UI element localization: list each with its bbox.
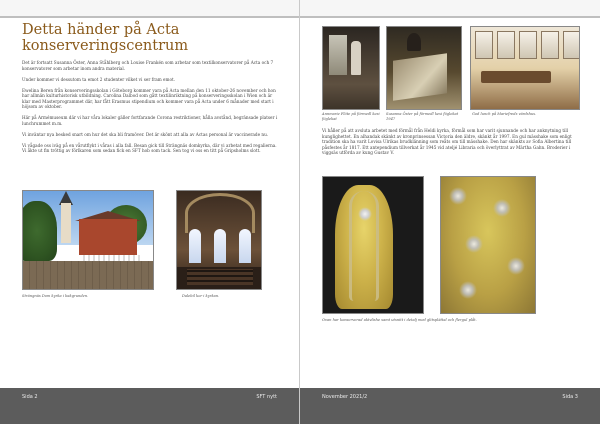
photo-vestment [322,176,424,314]
paragraph: Under kommer vi dessutom ta emot 2 studenter vilket vi ser fram emot. [22,76,175,82]
photo-lunch [470,26,580,110]
top-border [0,0,299,18]
title-line-1: Detta händer på Acta [22,22,180,38]
article-body [22,60,280,159]
caption-photo-1: Annmarie Flöte på förmedl kesi föglekat [322,112,380,121]
photo-textile-table [386,26,462,110]
caption-photo-3: God lunch på Mariefreds värdshus. [472,112,537,116]
church-photo [22,190,154,290]
top-border [300,0,600,18]
cathedral-caption: Dalebil kor i kyrkan. [182,294,220,298]
footer-page-number: Sida 3 [562,394,578,400]
caption-photo-2: Susanna Öster på förmedl kesi föglekat 1947 [386,112,459,121]
right-article-body [322,128,580,161]
paragraph: Vi håller på att avsluta arbetet med förmål från Heldi kyrka, förmål som har varit sjunnande och har anknytning till kunglighettet. En alhandak skänkt av kronprinsessan Victoria den äldre, skänkt år 1997. En gul mässhake som enligt tradition ska ha varit Lovisa Ulrikas brudklänning som reåts om till mässhake. Den har skänkts av Sofia Albertina till påsfestes år 1817. Ett antependium tillverkat år 1945 vid ateljé Libraria och överlyttrat av Märtha Gahn. Broderier i viggsäs utförda av kung Gustav V. [322,128,572,156]
paragraph: Ewelina Beren från konserveringsskolan i Göteborg kommer vara på Acta mellan den 11 oktober-26 november och hon har allmän kulturhistorisk utbildning. Carolina Dalbod som gått textilinriktning på konserveringsskolan i Wien och är klar med Masterprogrammet där, har fått Erasmus stipendium och kommer vara på Acta under 6 månader med start i höjsom av oktober. [22,87,276,110]
footer-magazine-name: SFT nytt [256,394,277,400]
right-footer [300,388,600,424]
photo-embroidery-detail [440,176,536,314]
church-caption: Strängnäs Dom kyrka i bakgrunden. [22,294,89,298]
caption-vestment: Ovan har konserverad aktvlishe samt utsnitt i detalj med glitsplättal och flergul plåt. [322,318,477,322]
right-page [300,0,600,424]
paragraph: Vi vågade oss iväg på en vårutflykt i våras i alla fall. Besan gick till Strängnäs domkyrka, där vi arbetat med regalierna. Vi åkte ut fin tröttig av förlkaren som sedan fick en SFT hob som tack. Sen tog vi oss en titt på Gripsholms slott. [22,142,277,154]
cathedral-photo [176,190,262,290]
paragraph: Det är fortsatt Susanna Öster, Anna Ståhlberg och Louise Frankén som arbetar som textilkonservatorer på Acta och 7 konservatorer som arbetar inom andra material. [22,60,274,71]
title-line-2: konserveringscentrum [22,38,189,54]
paragraph: Här på Armémuseum där vi har våra lokaler gäller fortfarande Corona restriktioner, hålla avstånd, begränsade platser i lunchrummet m.m. [22,115,278,126]
footer-issue-date: November 2021/2 [322,394,368,400]
left-footer [0,388,299,424]
paragraph: Vi inväntar nya besked snart om hur det ska bli framöver. Det är skönt att alla av Actas personal är vaccinerade nu. [22,131,269,137]
photo-curator-panel [322,26,380,110]
article-title [22,22,282,54]
footer-page-number: Sida 2 [22,394,38,400]
